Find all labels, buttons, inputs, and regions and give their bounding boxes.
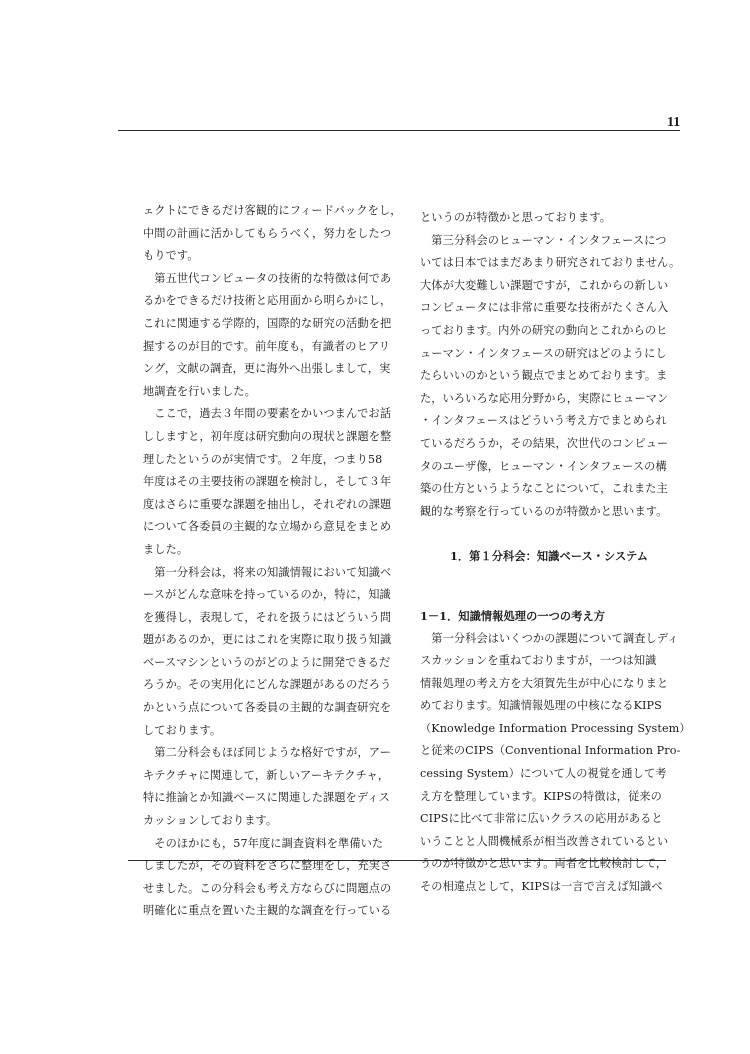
text-line: ューマン・インタフェースの研究はどのようにし	[420, 346, 667, 360]
text-line: ェクトにできるだけ客観的にフィードバックをし，	[143, 204, 402, 217]
text-line: これに関連する学際的，国際的な研究の活動を把	[143, 316, 392, 330]
text-line: るかをできるだけ技術と応用面から明らかにし，	[143, 294, 392, 308]
text-line: ているだろうか，その結果，次世代のコンピュー	[420, 436, 669, 450]
text-line: と従来のCIPS（Conventional Information Pro-	[420, 744, 681, 758]
text-line: たらいいのかという観点でまとめております。ま	[420, 369, 668, 383]
text-line: もりです。	[143, 249, 199, 263]
text-line: というのが特徴かと思っております。	[420, 211, 611, 224]
left-column	[143, 200, 405, 923]
text-line: しましたが，その資料をさらに整理をし，充実さ	[143, 859, 392, 873]
text-line: 情報処理の考え方を大須賀先生が中心になりまと	[420, 676, 669, 690]
right-column-paragraphs	[420, 207, 682, 523]
text-line: を獲得し，表現して，それを扱うにはどういう問	[143, 610, 392, 624]
text-line: 築の仕方というようなことについて，これまた主	[420, 482, 668, 496]
section-heading: 1．第１分科会：知識ベース・システム	[450, 549, 649, 564]
text-line: 握するのが目的です。前年度も，有識者のヒアリ	[143, 339, 390, 353]
text-line: せました。この分科会も考え方ならびに問題点の	[143, 881, 392, 895]
text-line: 観的な考察を行っているのが特徴かと思います。	[420, 504, 668, 518]
text-line: 中間の計画に活かしてもらうべく，努力をしたつ	[143, 226, 392, 240]
text-line: （Knowledge Information Processing System）	[420, 721, 691, 735]
text-line: うのが特徴かと思います。両者を比較検討して，	[420, 857, 668, 871]
text-line: 地調査を行いました。	[143, 384, 256, 398]
text-line: た，いろいろな応用分野から，実際にヒューマン	[420, 391, 669, 405]
text-line: そのほかにも，57年度に調査資料を準備いた	[143, 836, 384, 850]
header-rule	[118, 130, 680, 131]
text-line: ースがどんな意味を持っているのか，特に，知識	[143, 588, 391, 602]
text-line: スカッションを重ねておりますが，一つは知識	[420, 654, 657, 668]
right-column	[420, 207, 691, 899]
text-line: cessing System）について人の視覚を通して考	[420, 767, 667, 781]
text-line: 理したというのが実情です。２年度，つまり58	[143, 452, 383, 466]
text-line: え方を整理しています。KIPSの特徴は，従来の	[420, 789, 662, 803]
text-line: カッションしております。	[143, 814, 278, 828]
text-line: ここで，過去３年間の要素をかいつまんでお話	[143, 407, 392, 421]
text-line: 年度はその主要技術の課題を検討し，そして３年	[143, 475, 392, 489]
text-line: ング，文献の調査，更に海外へ出張しまして，実	[143, 362, 391, 376]
text-line: タのユーザ像，ヒューマン・インタフェースの構	[420, 459, 667, 473]
text-line: 第五世代コンピュータの技術的な特徴は何であ	[143, 271, 392, 285]
text-line: 題があるのか，更にはこれを実際に取り扱う知識	[143, 633, 392, 647]
text-line: その相違点として，KIPSは一言で言えば知識べ	[420, 880, 663, 894]
text-line: 第三分科会のヒューマン・インタフェースにつ	[420, 233, 667, 247]
text-line: めております。知識情報処理の中核になるKIPS	[420, 699, 662, 713]
text-line: かという点について各委員の主観的な調査研究を	[143, 701, 392, 715]
text-line: ました。	[143, 542, 189, 556]
subsection-heading: 1－1．知識情報処理の一つの考え方	[420, 608, 606, 623]
text-line: ・インタフェースはどういう考え方でまとめられ	[420, 414, 667, 428]
text-line: ろうか。その実用化にどんな課題があるのだろう	[143, 678, 392, 692]
text-line: 第一分科会はいくつかの課題について調査しディ	[420, 631, 679, 645]
text-line: CIPSに比べて非常に広いクラスの応用があると	[420, 812, 663, 826]
text-line: について各委員の主観的な立場から意見をまとめ	[143, 520, 392, 534]
text-line: 度はさらに重要な課題を抽出し，それぞれの課題	[143, 497, 392, 511]
text-line: 大体が大変難しい課題ですが，これからの新しい	[420, 278, 669, 292]
text-line: しております。	[143, 723, 222, 737]
right-column-subsection-body	[420, 628, 691, 899]
text-line: 明確化に重点を置いた主観的な調査を行っている	[143, 904, 392, 918]
text-line: 特に推論とか知識ベースに関連した課題をディス	[143, 791, 390, 805]
text-line: コンピュータには非常に重要な技術がたくさん入	[420, 301, 669, 315]
text-line: キテクチャに関連して，新しいアーキテクチャ，	[143, 768, 390, 782]
page-number: 11	[667, 115, 681, 130]
text-line: 第一分科会は，将来の知識情報において知識ベ	[143, 565, 392, 579]
text-line: いては日本ではまだあまり研究されておりません。	[420, 256, 681, 270]
text-line: ベースマシンというのがどのように開発できるだ	[143, 655, 391, 669]
text-line: 第二分科会もほぼ同じような格好ですが，アー	[143, 746, 391, 760]
text-line: っております。内外の研究の動向とこれからのヒ	[420, 323, 668, 337]
text-line: ししますと，初年度は研究動向の現状と課題を整	[143, 429, 392, 443]
text-line: いうことと人間機械系が相当改善されているとい	[420, 834, 669, 848]
footer-rule	[128, 860, 666, 861]
